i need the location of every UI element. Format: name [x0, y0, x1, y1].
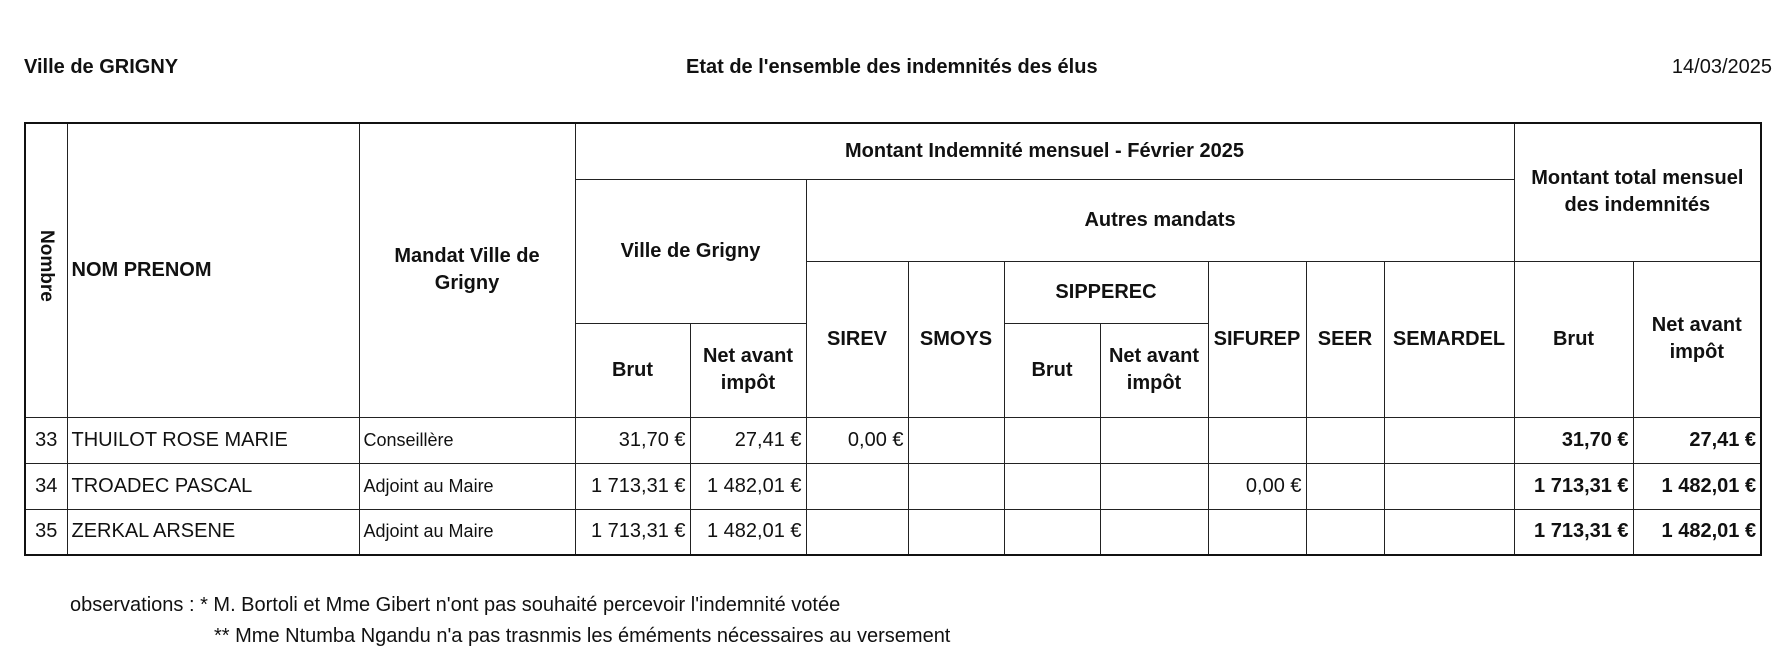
observation-line-2: ** Mme Ntumba Ngandu n'a pas trasnmis les éméments nécessaires au versement [214, 625, 951, 647]
row-nom: ZERKAL ARSENE [67, 509, 359, 555]
row-nom: THUILOT ROSE MARIE [67, 417, 359, 463]
row-sipperec-brut [1004, 417, 1100, 463]
header-nombre: Nombre [25, 123, 67, 417]
row-sifurep: 0,00 € [1208, 463, 1306, 509]
row-smoys [908, 417, 1004, 463]
commune-name: Ville de GRIGNY [24, 56, 179, 78]
header-nom-prenom: NOM PRENOM [67, 123, 359, 417]
row-total-net: 27,41 € [1633, 417, 1761, 463]
header-seer: SEER [1306, 261, 1384, 417]
table-row [25, 417, 1761, 463]
row-number: 35 [25, 509, 67, 555]
row-total-brut: 1 713,31 € [1514, 463, 1633, 509]
row-semardel [1384, 463, 1514, 509]
header-sipperec-net: Net avant impôt [1100, 323, 1208, 417]
row-mandat: Conseillère [359, 417, 575, 463]
row-smoys [908, 509, 1004, 555]
header-total: Montant total mensuel des indemnités [1514, 123, 1761, 261]
row-semardel [1384, 509, 1514, 555]
header-total-net: Net avant impôt [1633, 261, 1761, 417]
header-ville-net: Net avant impôt [690, 323, 806, 417]
row-sifurep [1208, 509, 1306, 555]
row-ville-brut: 31,70 € [575, 417, 690, 463]
row-sifurep [1208, 417, 1306, 463]
row-seer [1306, 509, 1384, 555]
header-autres-mandats: Autres mandats [806, 179, 1514, 261]
row-sipperec-net [1100, 463, 1208, 509]
header-smoys: SMOYS [908, 261, 1004, 417]
header-semardel: SEMARDEL [1384, 261, 1514, 417]
document-date: 14/03/2025 [1671, 56, 1772, 78]
row-sipperec-brut [1004, 509, 1100, 555]
row-total-brut: 31,70 € [1514, 417, 1633, 463]
row-ville-net: 1 482,01 € [690, 509, 806, 555]
row-semardel [1384, 417, 1514, 463]
row-seer [1306, 417, 1384, 463]
row-mandat: Adjoint au Maire [359, 509, 575, 555]
row-sipperec-net [1100, 417, 1208, 463]
row-ville-net: 1 482,01 € [690, 463, 806, 509]
row-mandat: Adjoint au Maire [359, 463, 575, 509]
row-number: 34 [25, 463, 67, 509]
header-sipperec-brut: Brut [1004, 323, 1100, 417]
indemnities-table [24, 122, 1762, 556]
table-row [25, 463, 1761, 509]
row-ville-brut: 1 713,31 € [575, 509, 690, 555]
row-smoys [908, 463, 1004, 509]
header-ville-brut: Brut [575, 323, 690, 417]
row-total-brut: 1 713,31 € [1514, 509, 1633, 555]
header-total-brut: Brut [1514, 261, 1633, 417]
row-ville-net: 27,41 € [690, 417, 806, 463]
row-seer [1306, 463, 1384, 509]
header-ville-grigny: Ville de Grigny [575, 179, 806, 323]
row-number: 33 [25, 417, 67, 463]
document-title: Etat de l'ensemble des indemnités des élus [686, 56, 1098, 78]
header-sipperec: SIPPEREC [1004, 261, 1208, 323]
row-ville-brut: 1 713,31 € [575, 463, 690, 509]
row-sipperec-net [1100, 509, 1208, 555]
row-sirev [806, 463, 908, 509]
header-montant: Montant Indemnité mensuel - Février 2025 [575, 123, 1514, 179]
row-sipperec-brut [1004, 463, 1100, 509]
table-row [25, 509, 1761, 555]
row-sirev: 0,00 € [806, 417, 908, 463]
row-total-net: 1 482,01 € [1633, 463, 1761, 509]
row-total-net: 1 482,01 € [1633, 509, 1761, 555]
header-sifurep: SIFUREP [1208, 261, 1306, 417]
row-nom: TROADEC PASCAL [67, 463, 359, 509]
header-mandat: Mandat Ville de Grigny [359, 123, 575, 417]
header-sirev: SIREV [806, 261, 908, 417]
observation-line-1: observations : * M. Bortoli et Mme Gibert n'ont pas souhaité percevoir l'indemnité votée [70, 594, 841, 616]
row-sirev [806, 509, 908, 555]
